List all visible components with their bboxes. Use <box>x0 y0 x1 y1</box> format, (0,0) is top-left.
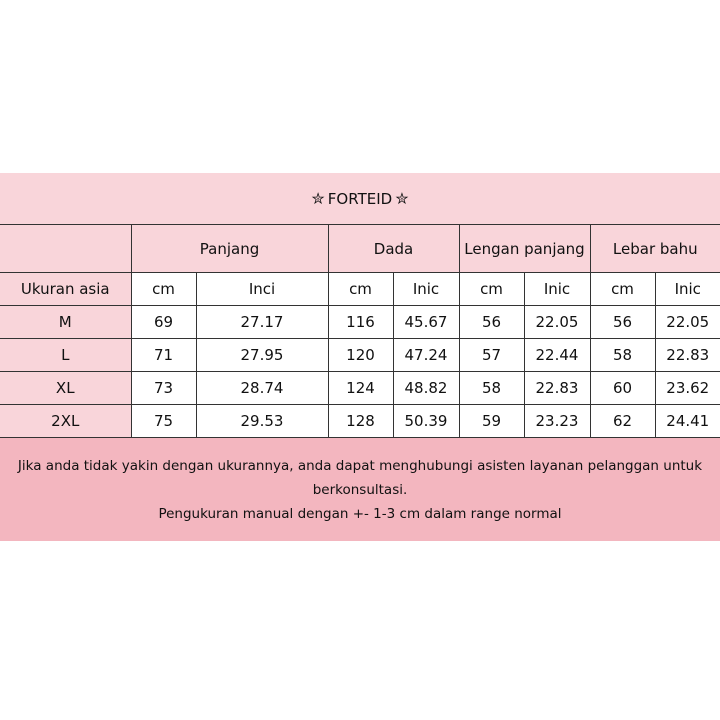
table-cell: 23.62 <box>655 372 720 405</box>
unit-header: cm <box>328 273 393 306</box>
note-line: Pengukuran manual dengan +- 1-3 cm dalam range normal <box>158 505 562 522</box>
table-cell: 71 <box>131 339 196 372</box>
group-header-lebar-bahu: Lebar bahu <box>590 225 720 273</box>
table-cell: 56 <box>590 306 655 339</box>
title-band <box>0 173 720 224</box>
group-header-row <box>0 225 720 273</box>
table-cell: 60 <box>590 372 655 405</box>
note-line: Jika anda tidak yakin dengan ukurannya, anda dapat menghubungi asisten layanan pelanggan untuk <box>17 457 703 474</box>
table-cell: 45.67 <box>393 306 459 339</box>
size-label: L <box>0 339 131 372</box>
table-cell: 75 <box>131 405 196 438</box>
table-cell: 28.74 <box>196 372 328 405</box>
unit-header: cm <box>590 273 655 306</box>
table-cell: 58 <box>459 372 524 405</box>
table-cell: 56 <box>459 306 524 339</box>
group-header-panjang: Panjang <box>131 225 328 273</box>
size-chart <box>0 173 720 541</box>
unit-header: Inci <box>196 273 328 306</box>
table-row <box>0 306 720 339</box>
table-cell: 27.17 <box>196 306 328 339</box>
size-table <box>0 224 720 438</box>
table-cell: 120 <box>328 339 393 372</box>
table-cell: 23.23 <box>524 405 590 438</box>
table-cell: 58 <box>590 339 655 372</box>
unit-header: Inic <box>393 273 459 306</box>
table-row <box>0 339 720 372</box>
size-label: XL <box>0 372 131 405</box>
table-cell: 27.95 <box>196 339 328 372</box>
table-cell: 48.82 <box>393 372 459 405</box>
group-header-dada: Dada <box>328 225 459 273</box>
table-cell: 59 <box>459 405 524 438</box>
table-cell: 47.24 <box>393 339 459 372</box>
table-cell: 116 <box>328 306 393 339</box>
table-cell: 124 <box>328 372 393 405</box>
table-row <box>0 405 720 438</box>
unit-header-row <box>0 273 720 306</box>
table-cell: 73 <box>131 372 196 405</box>
table-cell: 24.41 <box>655 405 720 438</box>
star-icon: ✮ <box>311 189 325 208</box>
unit-header: cm <box>131 273 196 306</box>
unit-header: Inic <box>655 273 720 306</box>
table-cell: 69 <box>131 306 196 339</box>
table-cell: 57 <box>459 339 524 372</box>
group-header-lengan-panjang: Lengan panjang <box>459 225 590 273</box>
star-icon: ✮ <box>395 189 409 208</box>
unit-header: Inic <box>524 273 590 306</box>
table-cell: 22.05 <box>655 306 720 339</box>
size-column-header: Ukuran asia <box>0 273 131 306</box>
table-cell: 50.39 <box>393 405 459 438</box>
unit-header: cm <box>459 273 524 306</box>
size-label: M <box>0 306 131 339</box>
note-band <box>0 438 720 541</box>
note-line: berkonsultasi. <box>312 481 408 498</box>
table-cell: 22.83 <box>655 339 720 372</box>
table-row <box>0 372 720 405</box>
table-cell: 22.83 <box>524 372 590 405</box>
table-cell: 62 <box>590 405 655 438</box>
table-cell: 128 <box>328 405 393 438</box>
table-cell: 22.44 <box>524 339 590 372</box>
brand-title: FORTEID <box>327 189 393 208</box>
table-cell: 29.53 <box>196 405 328 438</box>
size-label: 2XL <box>0 405 131 438</box>
corner-cell <box>0 225 131 273</box>
table-cell: 22.05 <box>524 306 590 339</box>
